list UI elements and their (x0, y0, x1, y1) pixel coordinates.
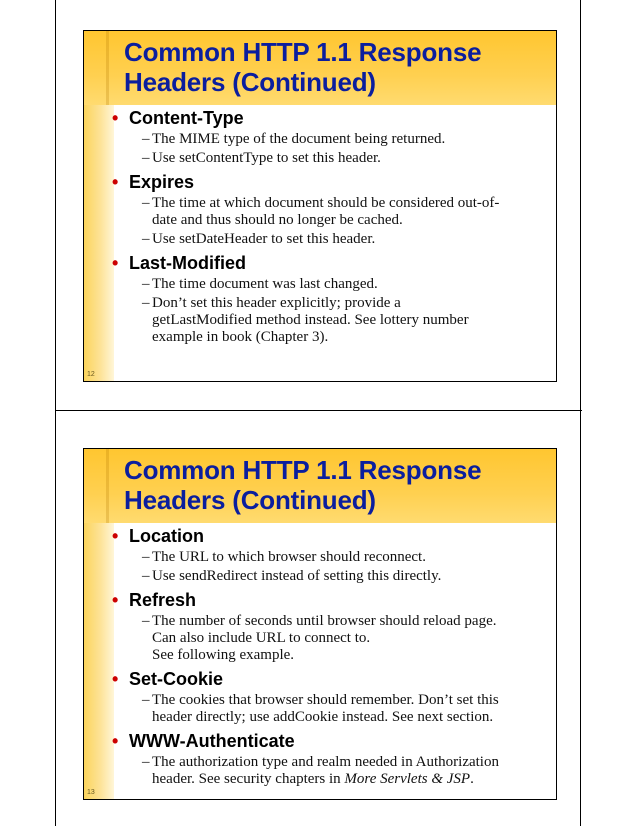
dash-icon: – (142, 549, 150, 565)
bullet-heading: Expires (129, 172, 195, 192)
bullet-heading: Set-Cookie (129, 669, 224, 689)
title-bar (84, 31, 556, 105)
title-tick (106, 31, 109, 105)
dash-icon: – (142, 276, 150, 292)
sub-item: – The time document was last changed. (142, 276, 378, 292)
slide-13 (83, 448, 557, 800)
slide-title-line1: Common HTTP 1.1 Response (124, 37, 482, 67)
bullet-set-cookie (112, 668, 552, 726)
bullet-www-authenticate (112, 730, 552, 788)
sub-item: – The MIME type of the document being returned. (142, 131, 446, 147)
bullet-icon: • (112, 590, 119, 610)
slide-title-line1: Common HTTP 1.1 Response (124, 455, 482, 485)
bullet-refresh (112, 589, 552, 664)
sub-item: – Use sendRedirect instead of setting this directly. (142, 568, 442, 584)
dash-icon: – (142, 195, 150, 211)
bullet-heading: Last-Modified (129, 253, 246, 273)
title-tick (106, 449, 109, 523)
bullet-icon: • (112, 731, 119, 751)
slide-title (124, 455, 481, 515)
bullet-heading: Content-Type (129, 108, 244, 128)
book-title: More Servlets & JSP (344, 771, 471, 787)
bullet-heading: Refresh (129, 590, 197, 610)
slide-title-line2: Headers (Continued) (124, 67, 376, 97)
dash-icon: – (142, 754, 150, 770)
dash-icon: – (142, 568, 150, 584)
slide-content (112, 525, 552, 792)
sub-item: – Use setDateHeader to set this header. (142, 231, 376, 247)
dash-icon: – (142, 131, 150, 147)
dash-icon: – (142, 295, 150, 311)
bullet-icon: • (112, 172, 119, 192)
dash-icon: – (142, 613, 150, 629)
slide-number: 13 (87, 789, 95, 796)
sub-item: – The cookies that browser should remember. Don’t set this header directly; use addCookie instead. See next section. (142, 692, 499, 725)
sub-item: – The URL to which browser should reconnect. (142, 549, 426, 565)
bullet-icon: • (112, 253, 119, 273)
sub-item: – Use setContentType to set this header. (142, 150, 381, 166)
bullet-location (112, 525, 552, 585)
sub-item: – The number of seconds until browser should reload page. Can also include URL to connect to. See following example. (142, 613, 497, 663)
slide-title (124, 37, 481, 97)
slide-title-line2: Headers (Continued) (124, 485, 376, 515)
bullet-heading: Location (129, 526, 204, 546)
slide-12 (83, 30, 557, 382)
sub-item: – The time at which document should be considered out-of- date and thus should no longer be cached. (142, 195, 500, 228)
page-divider (55, 410, 582, 411)
slide-number: 12 (87, 371, 95, 378)
sub-item: – Don’t set this header explicitly; provide a getLastModified method instead. See lottery number example in book (Chapter 3). (142, 295, 469, 345)
dash-icon: – (142, 231, 150, 247)
bullet-content-type (112, 107, 552, 167)
dash-icon: – (142, 150, 150, 166)
sub-item: – The authorization type and realm needed in Authorization header. See security chapters in More Servlets & JSP. (142, 754, 499, 787)
bullet-icon: • (112, 108, 119, 128)
slide-content (112, 107, 552, 350)
bullet-icon: • (112, 669, 119, 689)
bullet-heading: WWW-Authenticate (129, 731, 295, 751)
dash-icon: – (142, 692, 150, 708)
bullet-last-modified (112, 252, 552, 346)
bullet-expires (112, 171, 552, 248)
title-bar (84, 449, 556, 523)
bullet-icon: • (112, 526, 119, 546)
